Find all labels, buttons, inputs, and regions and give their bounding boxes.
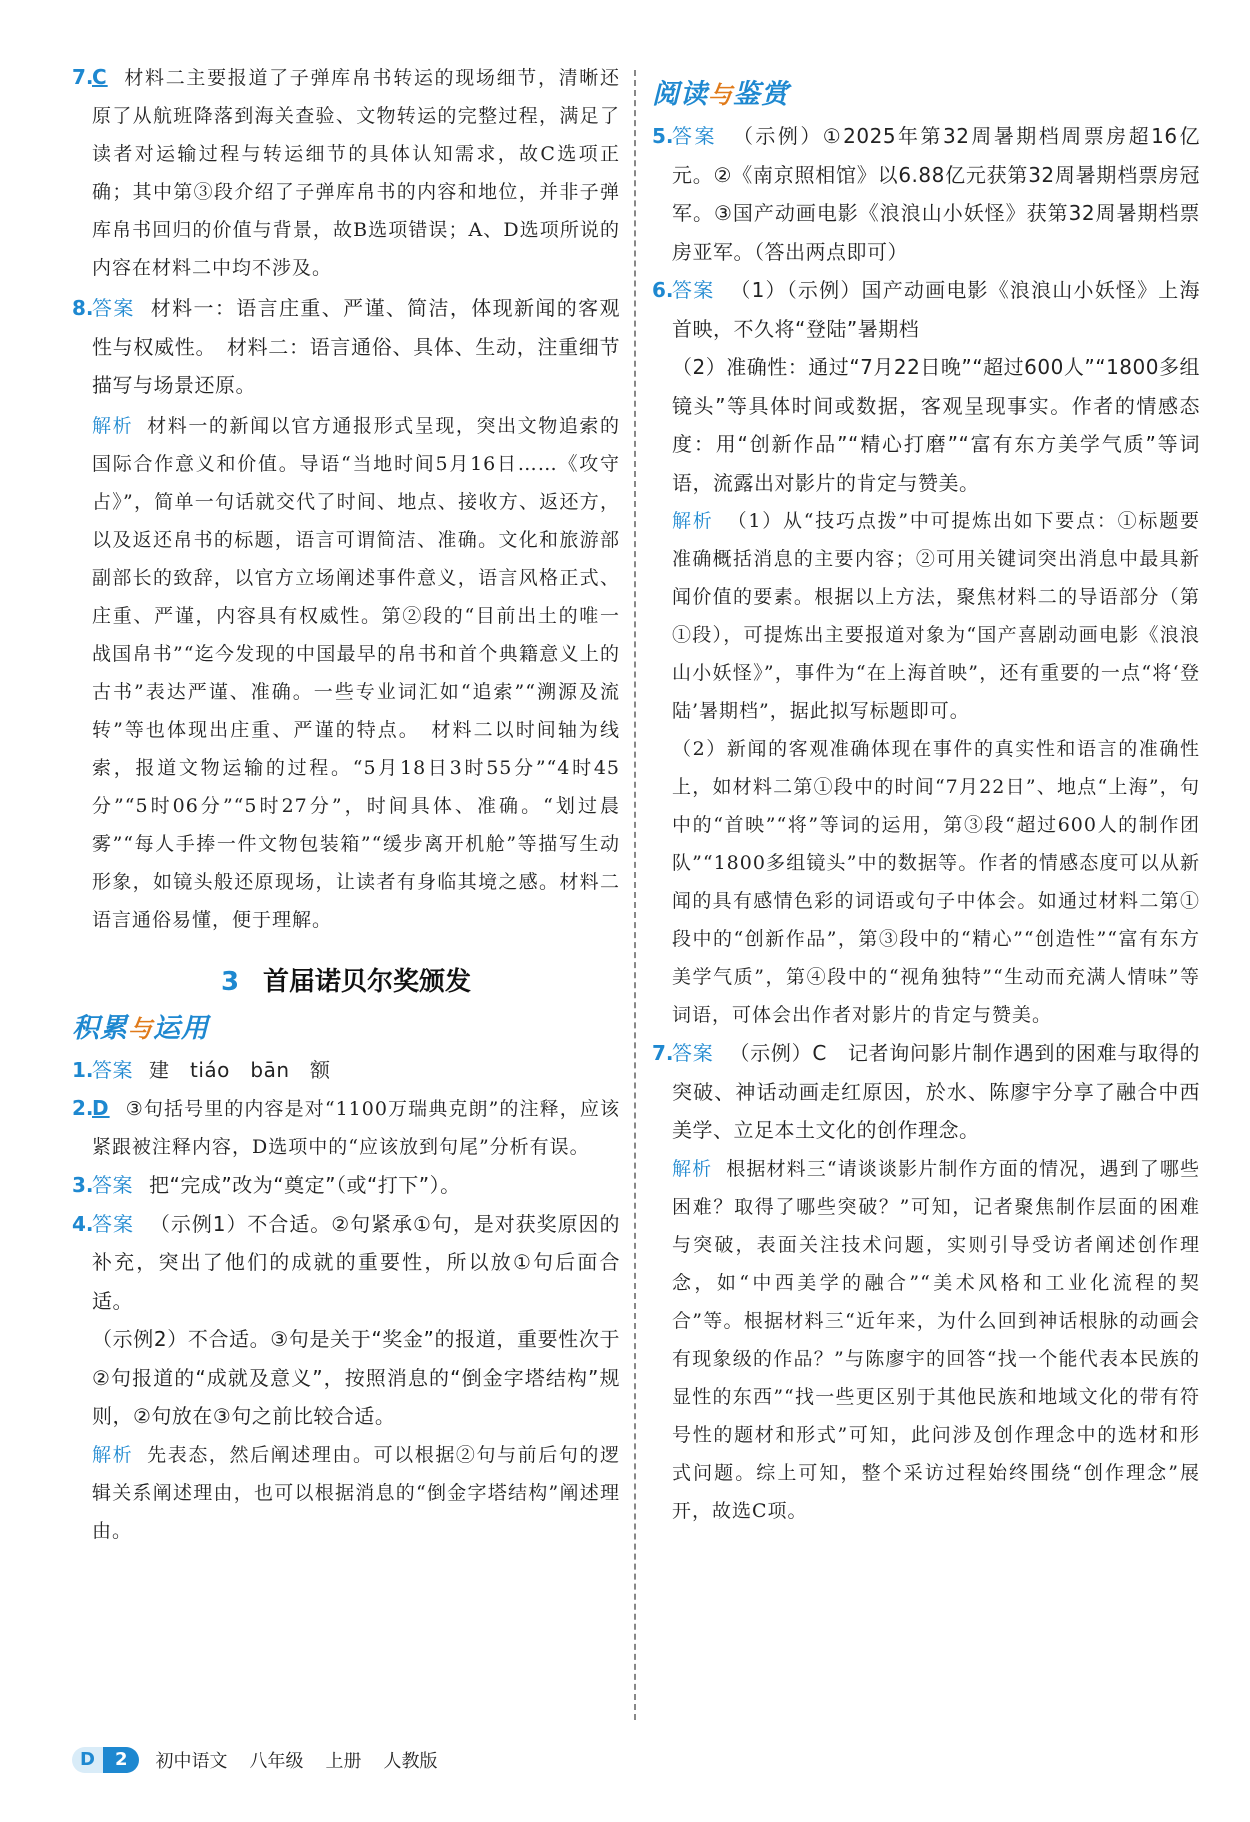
question-number: 2. [72, 1096, 94, 1120]
analysis-text [672, 1150, 1200, 1530]
question-4 [72, 1205, 620, 1550]
answer-label: 答案 [92, 1211, 134, 1236]
page-footer [72, 1745, 459, 1775]
answer-text [672, 117, 1200, 271]
explanation: ③句括号里的内容是对“1100万瑞典克朗”的注释，应该紧跟被注释内容，D选项中的“应该放到句尾”分析有误。 [92, 1098, 620, 1158]
answer-label: 答案 [672, 1041, 714, 1065]
answer-body: （示例）①2025年第32周暑期档周票房超16亿元。②《南京照相馆》以6.88亿元获第32周暑期档票房冠军。③国产动画电影《浪浪山小妖怪》获第32周暑期档票房亚军。（答出两点即可） [672, 124, 1201, 264]
answer-text [92, 1051, 620, 1090]
question-number: 5. [652, 124, 674, 148]
section-title [72, 961, 620, 998]
subsection-connector: 与 [708, 81, 733, 109]
question-number: 7. [652, 1041, 674, 1065]
analysis-text-2: （2）新闻的客观准确体现在事件的真实性和语言的准确性上，如材料二第①段中的时间“7月22日”、地点“上海”，句中的“首映”“将”等词的运用，第③段“超过600人的制作团队”“1800多组镜头”中的数据等。作者的情感态度可以从新闻的具有感情色彩的词语或句子中体会。如通过材料二第①段中的“创新作品”，第③段中的“精心”“创造性”“富有东方美学气质”，第④段中的“视角独特”“生动而充满人情味”等词语，可体会出作者对影片的肯定与赞美。 [672, 738, 1200, 1026]
answer-body: 材料一：语言庄重、严谨、简洁，体现新闻的客观性与权威性。 材料二：语言通俗、具体、生动，注重细节描写与场景还原。 [92, 296, 621, 397]
analysis-label: 解析 [92, 1443, 134, 1466]
subsection-part-a: 积累 [72, 1012, 128, 1044]
left-column [72, 58, 620, 1550]
page-number: 2 [103, 1747, 140, 1773]
section-title-text: 首届诺贝尔奖颁发 [263, 966, 472, 997]
answer-text [92, 1166, 620, 1205]
answer-label: 答案 [672, 278, 715, 302]
explanation: 材料二主要报道了子弹库帛书转运的现场细节，清晰还原了从航班降落到海关查验、文物转运的完整过程，满足了读者对运输过程与转运细节的具体认知需求，故C选项正确；其中第③段介绍了子弹库帛书的内容和地位，并非子弹库帛书回归的价值与背景，故B选项错误；A、D选项所说的内容在材料二中均不涉及。 [92, 67, 620, 279]
footer-grade: 八年级 [249, 1751, 304, 1772]
question-6 [652, 271, 1200, 1034]
answer-body: 建 tiáo bān 额 [149, 1057, 331, 1082]
answer-text-1 [92, 1205, 620, 1321]
analysis-body: 先表态，然后阐述理由。可以根据②句与前后句的逻辑关系阐述理由，也可以根据消息的“倒金字塔结构”阐述理由。 [92, 1443, 620, 1542]
answer-letter: C [92, 65, 108, 89]
answer-body: （示例）C 记者询问影片制作遇到的困难与取得的突破、神话动画走红原因，於水、陈廖宇分享了融合中西美学、立足本土文化的创作理念。 [672, 1041, 1201, 1142]
analysis-body: 根据材料三“请谈谈影片制作方面的情况，遇到了哪些困难？取得了哪些突破？”可知，记者聚焦制作层面的困难与突破，表面关注技术问题，实则引导受访者阐述创作理念，如“中西美学的融合”“美术风格和工业化流程的契合”等。根据材料三“近年来，为什么回到神话根脉的动画会有现象级的作品？”与陈廖宇的回答“找一个能代表本民族的显性的东西”“找一些更区别于其他民族和地域文化的带有符号性的题材和形式”可知，此问涉及创作理念中的选材和形式问题。综上可知，整个采访过程始终围绕“创作理念”展开，故选C项。 [672, 1157, 1200, 1522]
answer-label: 答案 [92, 1057, 133, 1082]
analysis-label: 解析 [672, 510, 714, 532]
question-number: 1. [72, 1057, 94, 1082]
analysis-text [92, 407, 620, 939]
answer-body-1: （示例1）不合适。②句紧承①句，是对获奖原因的补充，突出了他们的成就的重要性，所以放①句后面合适。 [92, 1211, 621, 1313]
question-2 [72, 1089, 620, 1166]
analysis-text [92, 1436, 620, 1550]
answer-body-1: （1）（示例）国产动画电影《浪浪山小妖怪》上海首映，不久将“登陆”暑期档 [672, 278, 1200, 341]
analysis-label: 解析 [672, 1157, 713, 1180]
answer-label: 答案 [92, 1173, 133, 1197]
question-number: 4. [72, 1211, 94, 1236]
badge-letter: D [72, 1747, 103, 1773]
answer-text [672, 1034, 1200, 1150]
answer-text [92, 289, 620, 405]
analysis-body-1: （1）从“技巧点拨”中可提炼出如下要点：①标题要准确概括消息的主要内容；②可用关键词突出消息中最具新闻价值的要素。根据以上方法，聚焦材料二的导语部分（第①段），可提炼出主要报道对象为“国产喜剧动画电影《浪浪山小妖怪》”，事件为“在上海首映”，还有重要的一点“将‘登陆’暑期档”，据此拟写标题即可。 [672, 510, 1200, 722]
answer-body: 把“完成”改为“奠定”（或“打下”）。 [149, 1173, 461, 1197]
question-8 [72, 289, 620, 939]
analysis-body: 材料一的新闻以官方通报形式呈现，突出文物追索的国际合作意义和价值。导语“当地时间5月16日……《攻守占》”，简单一句话就交代了时间、地点、接收方、返还方，以及返还帛书的标题，语言可谓简洁、准确。文化和旅游部副部长的致辞，以官方立场阐述事件意义，语言风格正式、庄重、严谨，内容具有权威性。第②段的“目前出土的唯一战国帛书”“迄今发现的中国最早的帛书和首个典籍意义上的古书”表达严谨、准确。一些专业词汇如“追索”“溯源及流转”等也体现出庄重、严谨的特点。 材料二以时间轴为线索，报道文物运输的过程。“5月18日3时55分”“4时45分”“5时06分”“5时27分”，时间具体、准确。“划过晨雾”“每人手捧一件文物包装箱”“缓步离开机舱”等描写生动形象，如镜头般还原现场，让读者有身临其境之感。材料二语言通俗易懂，便于理解。 [92, 414, 620, 931]
question-1 [72, 1051, 620, 1090]
question-number: 6. [652, 278, 674, 302]
right-column [652, 72, 1200, 1530]
section-number: 3 [220, 966, 240, 997]
answer-text-1 [672, 271, 1200, 348]
answer-label: 答案 [92, 296, 135, 320]
subsection-title-reading [652, 72, 1200, 111]
subsection-part-b: 运用 [153, 1012, 209, 1044]
question-7-left [72, 58, 620, 287]
subsection-part-a: 阅读 [652, 79, 708, 110]
column-divider [634, 70, 636, 1720]
answer-letter: D [92, 1096, 110, 1120]
subsection-title-accumulate [72, 1006, 620, 1045]
question-3 [72, 1166, 620, 1205]
answer-label: 答案 [672, 124, 717, 148]
question-5 [652, 117, 1200, 271]
page-number-badge [72, 1747, 139, 1773]
footer-subject: 初中语文 [155, 1751, 228, 1772]
answer-text-2: （2）准确性：通过“7月22日晚”“超过600人”“1800多组镜头”等具体时间或数据，客观呈现事实。作者的情感态度：用“创新作品”“精心打磨”“富有东方美学气质”等词语，流露出对影片的肯定与赞美。 [672, 355, 1200, 495]
answer-text-2: （示例2）不合适。③句是关于“奖金”的报道，重要性次于②句报道的“成就及意义”，按照消息的“倒金字塔结构”规则，②句放在③句之前比较合适。 [92, 1327, 620, 1428]
footer-volume: 上册 [325, 1751, 362, 1772]
question-number: 7. [72, 65, 94, 89]
subsection-part-b: 鉴赏 [733, 79, 789, 110]
footer-edition: 人教版 [383, 1751, 438, 1772]
subsection-connector: 与 [128, 1014, 153, 1043]
question-2-text [92, 1089, 620, 1166]
question-number: 8. [72, 296, 94, 320]
analysis-text-1 [672, 502, 1200, 730]
question-7-text [92, 58, 620, 287]
question-number: 3. [72, 1173, 94, 1197]
analysis-label: 解析 [92, 414, 134, 437]
question-7-right [652, 1034, 1200, 1530]
